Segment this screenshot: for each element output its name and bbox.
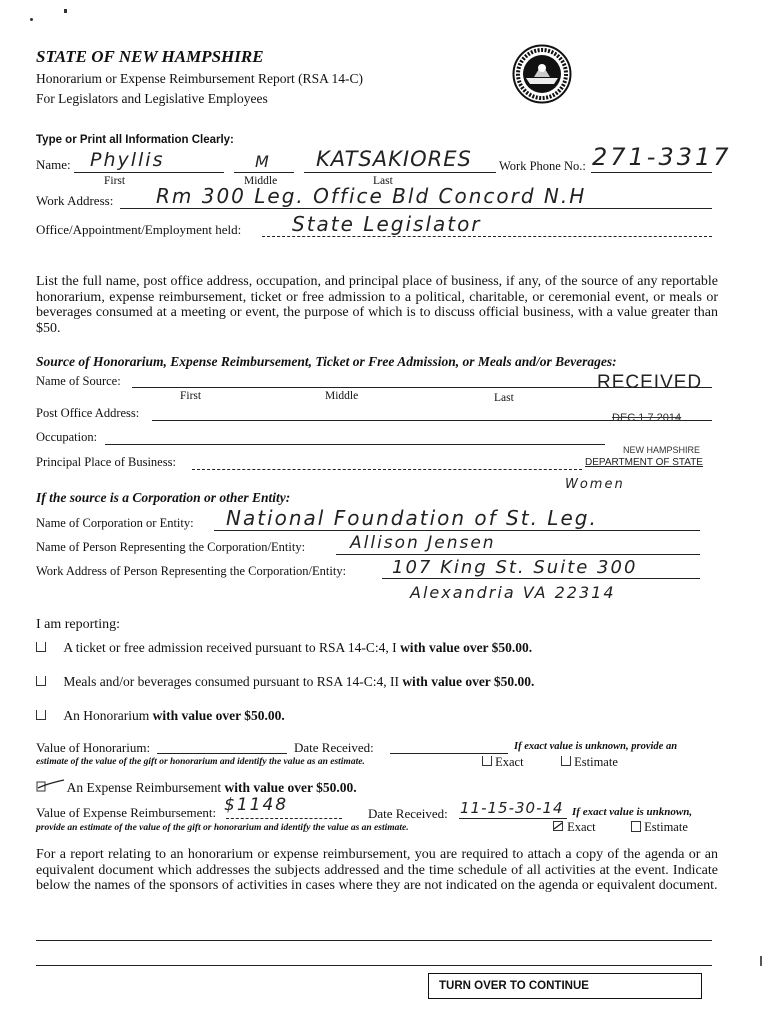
expense-estimate-option[interactable] xyxy=(631,820,688,835)
form-title: STATE OF NEW HAMPSHIRE xyxy=(36,47,264,66)
ticket-threshold: with value over $50.00. xyxy=(400,640,533,655)
last-name-value[interactable]: KATSAKIORES xyxy=(316,147,472,171)
expense-date-value[interactable]: 11-15-30-14 xyxy=(460,799,564,817)
first-name-value[interactable]: Phyllis xyxy=(90,149,165,171)
meals-row xyxy=(36,674,534,690)
honorarium-estimate-label: Estimate xyxy=(574,755,618,769)
work-phone-line xyxy=(591,172,712,173)
turn-over-label: TURN OVER TO CONTINUE xyxy=(439,980,589,992)
ticket-text: A ticket or free admission received pursuant to RSA 14-C:4, I xyxy=(63,640,397,655)
first-caption: First xyxy=(104,175,126,187)
source-first-caption: First xyxy=(180,390,202,402)
work-address-value[interactable]: Rm 300 Leg. Office Bld Concord N.H xyxy=(156,184,587,208)
occupation-label: Occupation: xyxy=(36,430,98,444)
occupation-line xyxy=(105,444,605,445)
corporation-heading: If the source is a Corporation or other Entity: xyxy=(36,490,291,505)
received-stamp-line2: DEPARTMENT OF STATE xyxy=(585,457,703,468)
first-name-line xyxy=(74,172,224,173)
expense-value[interactable]: $1148 xyxy=(224,795,289,815)
honorarium-value-label: Value of Honorarium: xyxy=(36,740,151,755)
honorarium-exact-label: Exact xyxy=(495,755,524,769)
closing-paragraph: For a report relating to an honorarium or expense reimbursement, you are required to attach a copy of the agenda or an equivalent document which addresses the subjects addressed and the time schedule of all activities at the event. Indicate below the names of the sponsors of activities in cases where they are not indicated on the agenda or equivalent document. xyxy=(36,847,718,893)
business-label: Principal Place of Business: xyxy=(36,455,176,469)
received-stamp-title: RECEIVED xyxy=(597,372,703,393)
honorarium-exact-checkbox[interactable] xyxy=(482,756,492,766)
meals-threshold: with value over $50.00. xyxy=(402,674,535,689)
corporation-name-label: Name of Corporation or Entity: xyxy=(36,516,194,530)
scan-speck xyxy=(30,18,33,21)
expense-estimate-label: Estimate xyxy=(644,820,688,834)
sponsor-line-2 xyxy=(36,965,712,966)
middle-initial-value[interactable]: M xyxy=(255,152,271,171)
expense-threshold: with value over $50.00. xyxy=(224,780,357,795)
work-address-line xyxy=(120,208,712,209)
representative-label: Name of Person Representing the Corporation/Entity: xyxy=(36,540,306,554)
honorarium-row xyxy=(36,708,285,724)
expense-row xyxy=(36,780,357,796)
representative-value[interactable]: Allison Jensen xyxy=(350,533,496,553)
received-stamp-line1: NEW HAMPSHIRE xyxy=(623,445,701,455)
office-label: Office/Appointment/Employment held: xyxy=(36,222,242,237)
work-phone-label: Work Phone No.: xyxy=(499,159,586,173)
rep-address-value-2[interactable]: Alexandria VA 22314 xyxy=(410,583,616,602)
expense-exact-option[interactable] xyxy=(553,820,596,835)
expense-text: An Expense Reimbursement xyxy=(66,780,222,795)
honorarium-date-label: Date Received: xyxy=(294,740,374,755)
honorarium-estimate-option[interactable] xyxy=(561,755,618,770)
business-line xyxy=(192,469,582,470)
office-line xyxy=(262,236,712,237)
honorarium-note-1: If exact value is unknown, provide an xyxy=(514,741,678,752)
honorarium-estimate-checkbox[interactable] xyxy=(561,756,571,766)
corporation-name-value[interactable]: National Foundation of St. Leg. xyxy=(226,506,598,530)
honorarium-date-line xyxy=(390,753,508,754)
middle-caption: Middle xyxy=(244,175,278,187)
honorarium-text: An Honorarium xyxy=(63,708,150,723)
scan-speck xyxy=(64,9,67,13)
honorarium-value-line xyxy=(157,753,287,754)
honorarium-note-2: estimate of the value of the gift or honorarium and identify the value as an estimate. xyxy=(36,757,365,767)
corporation-name-insert[interactable]: Women xyxy=(565,477,625,492)
rep-address-value-1[interactable]: 107 King St. Suite 300 xyxy=(392,557,638,578)
meals-checkbox[interactable] xyxy=(36,676,46,686)
form-subtitle: Honorarium or Expense Reimbursement Report (RSA 14-C) xyxy=(36,71,363,86)
state-seal xyxy=(512,44,572,104)
name-label: Name: xyxy=(36,157,71,172)
expense-estimate-checkbox[interactable] xyxy=(631,821,641,832)
expense-date-label: Date Received: xyxy=(368,806,448,821)
po-address-label: Post Office Address: xyxy=(36,406,140,420)
expense-note-1: If exact value is unknown, xyxy=(572,806,693,818)
scan-mark-right xyxy=(760,956,762,966)
source-name-label: Name of Source: xyxy=(36,374,121,388)
source-last-caption: Last xyxy=(494,392,514,404)
corporation-name-line xyxy=(214,530,700,531)
ticket-checkbox[interactable] xyxy=(36,642,46,652)
work-phone-value[interactable]: 271-3317 xyxy=(592,143,732,171)
office-value[interactable]: State Legislator xyxy=(292,212,482,236)
work-address-label: Work Address: xyxy=(36,193,114,208)
turn-over-box xyxy=(428,973,702,999)
expense-value-line xyxy=(226,818,342,819)
print-instruction: Type or Print all Information Clearly: xyxy=(36,134,234,146)
rep-address-line xyxy=(382,578,700,579)
representative-line xyxy=(336,554,700,555)
honorarium-threshold: with value over $50.00. xyxy=(152,708,285,723)
expense-checkbox-checked[interactable] xyxy=(36,780,64,792)
rep-address-label: Work Address of Person Representing the Corporation/Entity: xyxy=(36,564,347,578)
expense-exact-label: Exact xyxy=(567,820,596,834)
middle-name-line xyxy=(234,172,294,173)
meals-text: Meals and/or beverages consumed pursuant to RSA 14-C:4, II xyxy=(63,674,399,689)
form-audience: For Legislators and Legislative Employees xyxy=(36,91,268,106)
reporting-heading: I am reporting: xyxy=(36,617,120,632)
expense-note-2: provide an estimate of the value of the gift or honorarium and identify the value as an estimate. xyxy=(36,823,409,833)
ticket-row xyxy=(36,640,532,656)
last-caption: Last xyxy=(373,175,393,187)
expense-value-label: Value of Expense Reimbursement: xyxy=(36,805,217,820)
honorarium-exact-option[interactable] xyxy=(482,755,524,770)
honorarium-checkbox[interactable] xyxy=(36,710,46,720)
received-stamp-date: DEC 1 7 2014 xyxy=(612,412,682,424)
source-heading: Source of Honorarium, Expense Reimbursement, Ticket or Free Admission, or Meals and/or Beverages: xyxy=(36,354,617,369)
source-middle-caption: Middle xyxy=(325,390,359,402)
expense-date-line xyxy=(459,818,567,819)
intro-paragraph: List the full name, post office address, occupation, and principal place of business, if any, of the source of any reportable honorarium, expense reimbursement, ticket or free admission to a political, charitable, or ceremonial event, or meals or beverages consumed at a meeting or event, the purpose of which is to discuss official business, with a value greater than $50. xyxy=(36,274,718,336)
last-name-line xyxy=(304,172,496,173)
sponsor-line-1 xyxy=(36,940,712,941)
expense-exact-checkbox-checked[interactable] xyxy=(553,821,564,832)
